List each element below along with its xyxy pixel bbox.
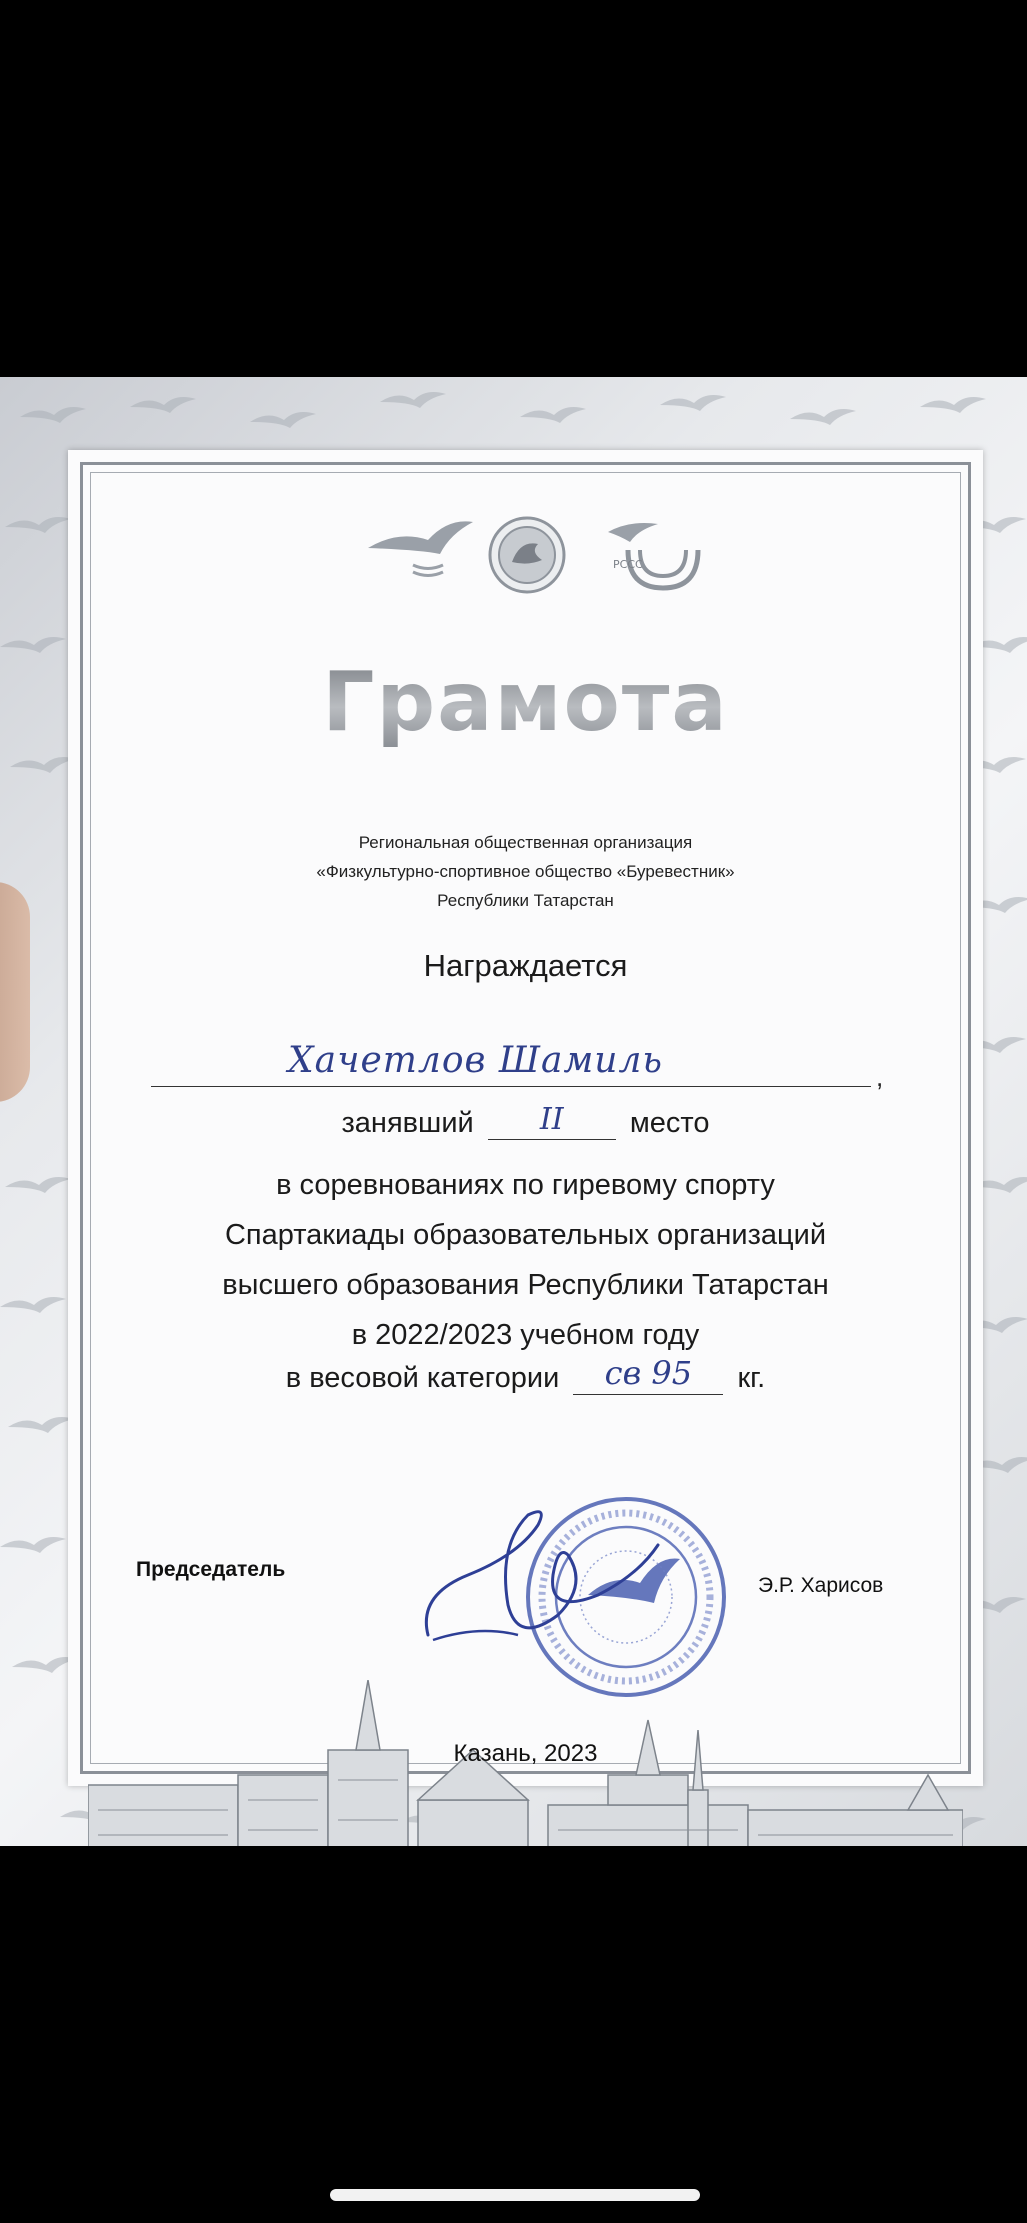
body-line-4: в 2022/2023 учебном году	[351, 1319, 700, 1351]
weight-suffix: кг.	[737, 1362, 766, 1394]
weight-handwritten: св 95	[604, 1354, 693, 1392]
chair-label: Председатель	[136, 1558, 286, 1581]
certificate-photo	[0, 377, 1027, 1846]
body-line-2: Спартакиады образовательных организаций	[224, 1219, 827, 1251]
organization-block	[68, 828, 983, 915]
name-comma: ,	[876, 1062, 884, 1092]
recipient-name-line	[151, 1086, 871, 1087]
home-indicator[interactable]	[330, 2189, 700, 2201]
org-line-2: «Физкультурно-спортивное общество «Буревестник»	[316, 862, 735, 881]
place-handwritten: II	[539, 1102, 564, 1137]
logos-row	[68, 510, 983, 600]
body-line-1: в соревнованиях по гиревому спорту	[276, 1169, 775, 1201]
body-line-3: высшего образования Республики Татарстан	[222, 1269, 829, 1301]
rsss-logo-text: РССС	[613, 558, 643, 571]
certificate-title: Грамота	[68, 655, 983, 750]
place-prefix: занявший	[341, 1107, 474, 1139]
org-line-1: Региональная общественная организация	[358, 833, 693, 852]
place-row	[68, 1102, 983, 1140]
weight-blank	[573, 1354, 723, 1395]
chair-name: Э.Р. Харисов	[758, 1574, 884, 1597]
place-suffix: место	[629, 1107, 710, 1139]
finger-holding-paper	[0, 882, 30, 1102]
place-blank	[488, 1102, 616, 1140]
seagull-logo-icon	[368, 521, 473, 575]
weight-row	[68, 1354, 983, 1395]
rsss-logo-icon	[608, 523, 698, 588]
stamp-and-signature	[408, 1485, 728, 1705]
certificate-sheet	[68, 450, 983, 1786]
weight-prefix: в весовой категории	[285, 1362, 560, 1394]
org-line-3: Республики Татарстан	[437, 891, 614, 910]
awarded-heading: Награждается	[423, 948, 628, 983]
tatarstan-emblem-icon	[490, 518, 564, 592]
competition-description	[68, 1160, 983, 1360]
recipient-name-handwritten: Хачетлов Шамиль	[288, 1040, 664, 1081]
city-year: Казань, 2023	[453, 1740, 598, 1767]
